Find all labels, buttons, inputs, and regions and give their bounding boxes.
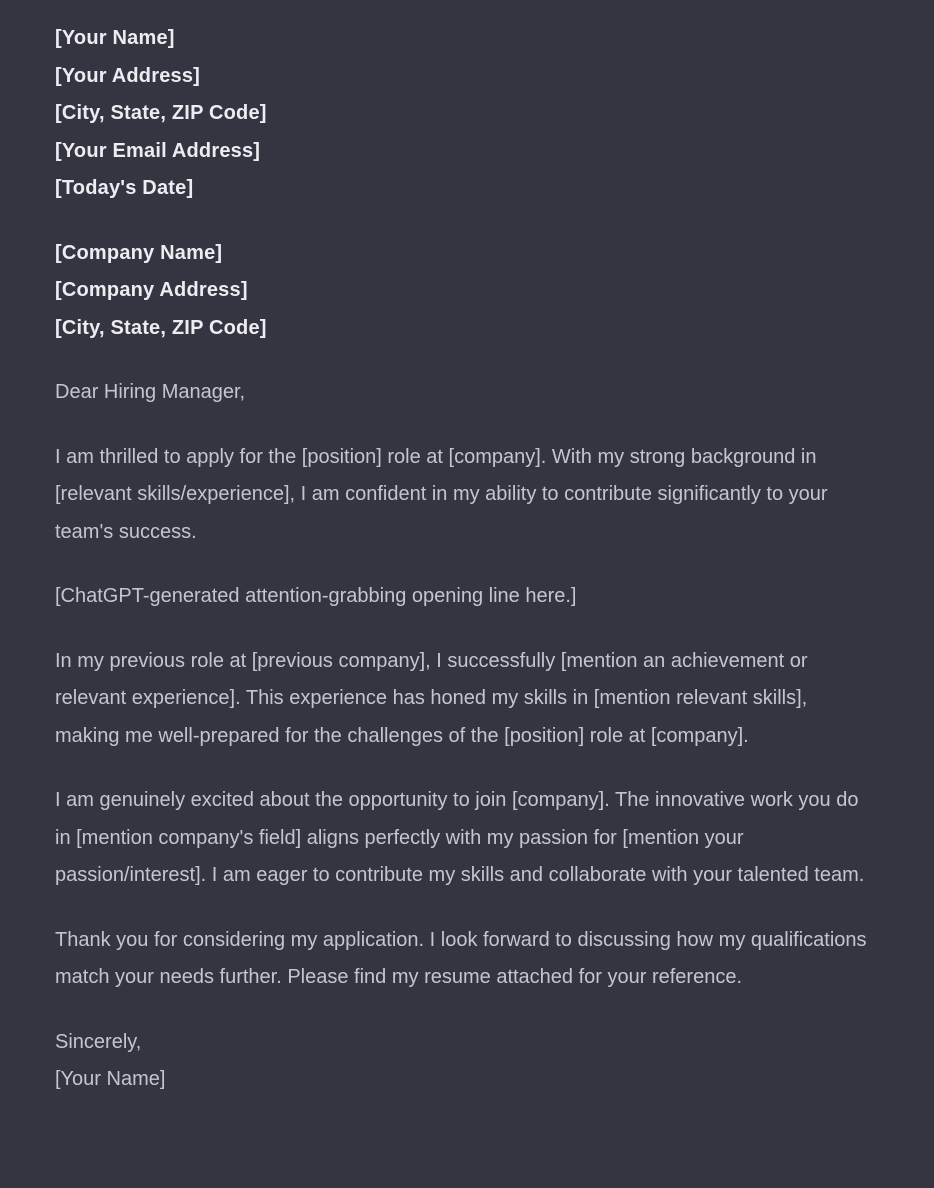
salutation: Dear Hiring Manager, [55, 381, 246, 403]
paragraph-thank-you: Thank you for considering my application. I look forward to discussing how my qualifications match your needs further. Please find my resume attached for your reference. [55, 928, 867, 988]
closing-line: Sincerely, [55, 1030, 142, 1053]
closing-block [55, 1024, 876, 1099]
sender-address-line: [Your Address] [55, 64, 201, 87]
paragraph-introduction: I am thrilled to apply for the [position] role at [company]. With my strong background in [relevant skills/experience], I am confident in my ability to contribute significantly to your team's success. [55, 445, 828, 543]
signature-line: [Your Name] [55, 1068, 166, 1090]
paragraph-previous-experience: In my previous role at [previous company], I successfully [mention an achievement or relevant experience]. This experience has honed my skills in [mention relevant skills], making me well-prepared for the challenges of the [position] role at [company]. [55, 649, 808, 747]
sender-city-state-zip-line: [City, State, ZIP Code] [55, 102, 267, 124]
sender-address-block [55, 20, 876, 208]
company-address-line: [Company Address] [55, 279, 248, 301]
sender-name-line: [Your Name] [55, 27, 175, 49]
company-city-state-zip-line: [City, State, ZIP Code] [55, 316, 267, 339]
sender-email-line: [Your Email Address] [55, 139, 261, 162]
paragraph-enthusiasm: I am genuinely excited about the opportunity to join [company]. The innovative work you do in [mention company's field] aligns perfectly with my passion for [mention your passion/interest]. I am eager to contribute my skills and collaborate with your talented team. [55, 789, 865, 886]
paragraph-opening-line-placeholder: [ChatGPT-generated attention-grabbing opening line here.] [55, 585, 577, 607]
date-line: [Today's Date] [55, 177, 194, 199]
company-name-line: [Company Name] [55, 241, 223, 264]
recipient-address-block [55, 235, 876, 348]
